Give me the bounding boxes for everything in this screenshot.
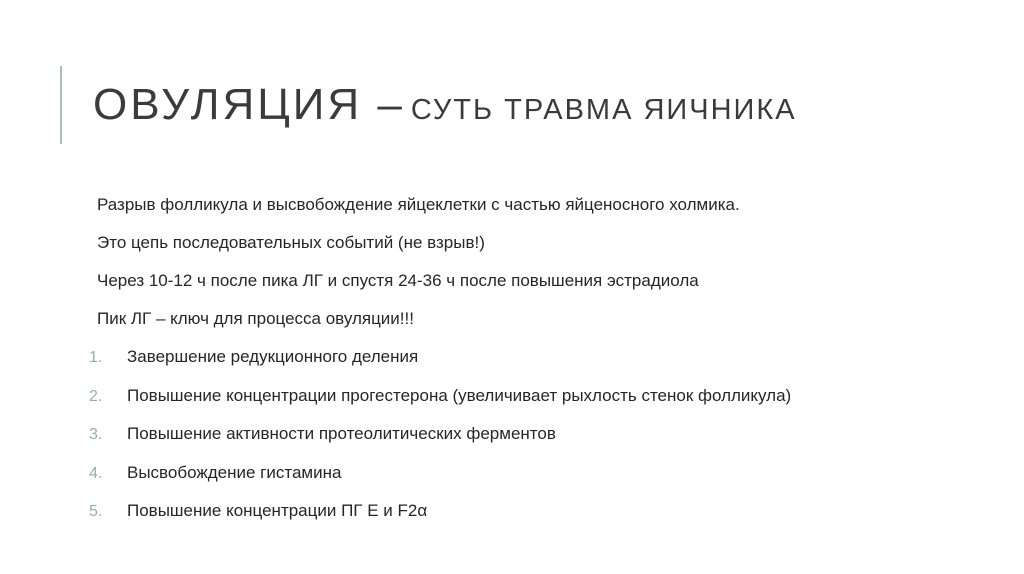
body-line-1: Разрыв фолликула и высвобождение яйцеклетки с частью яйценосного холмика. — [97, 195, 740, 214]
list-item-text: Высвобождение гистамина — [127, 462, 342, 482]
slide-title — [93, 80, 797, 130]
list-marker: 3. — [89, 426, 103, 443]
numbered-list — [89, 345, 791, 538]
list-item — [89, 384, 791, 423]
body-text — [97, 193, 740, 345]
list-item-text: Повышение активности протеолитических ферментов — [127, 424, 556, 443]
title-accent-bar — [60, 66, 62, 144]
list-item-text: Завершение редукционного деления — [127, 347, 419, 366]
list-item — [89, 345, 791, 384]
slide-title-sub: СУТЬ ТРАВМА ЯИЧНИКА — [410, 94, 797, 126]
list-item-text: Повышение концентрации ПГ Е и F2α — [127, 501, 428, 520]
list-item — [89, 461, 791, 500]
list-item — [89, 422, 791, 461]
body-line-3: Через 10-12 ч после пика ЛГ и спустя 24-36 ч после повышения эстрадиола — [97, 271, 699, 290]
body-line-4: Пик ЛГ – ключ для процесса овуляции!!! — [97, 309, 414, 328]
list-marker: 2. — [89, 387, 103, 405]
slide-title-main: ОВУЛЯЦИЯ – — [93, 80, 405, 129]
list-marker: 1. — [89, 349, 103, 366]
list-marker: 4. — [89, 464, 103, 482]
list-marker: 5. — [89, 503, 103, 520]
body-line-2: Это цепь последовательных событий (не взрыв!) — [97, 233, 485, 252]
list-item — [89, 499, 791, 538]
list-item-text: Повышение концентрации прогестерона (увеличивает рыхлость стенок фолликула) — [127, 385, 792, 405]
